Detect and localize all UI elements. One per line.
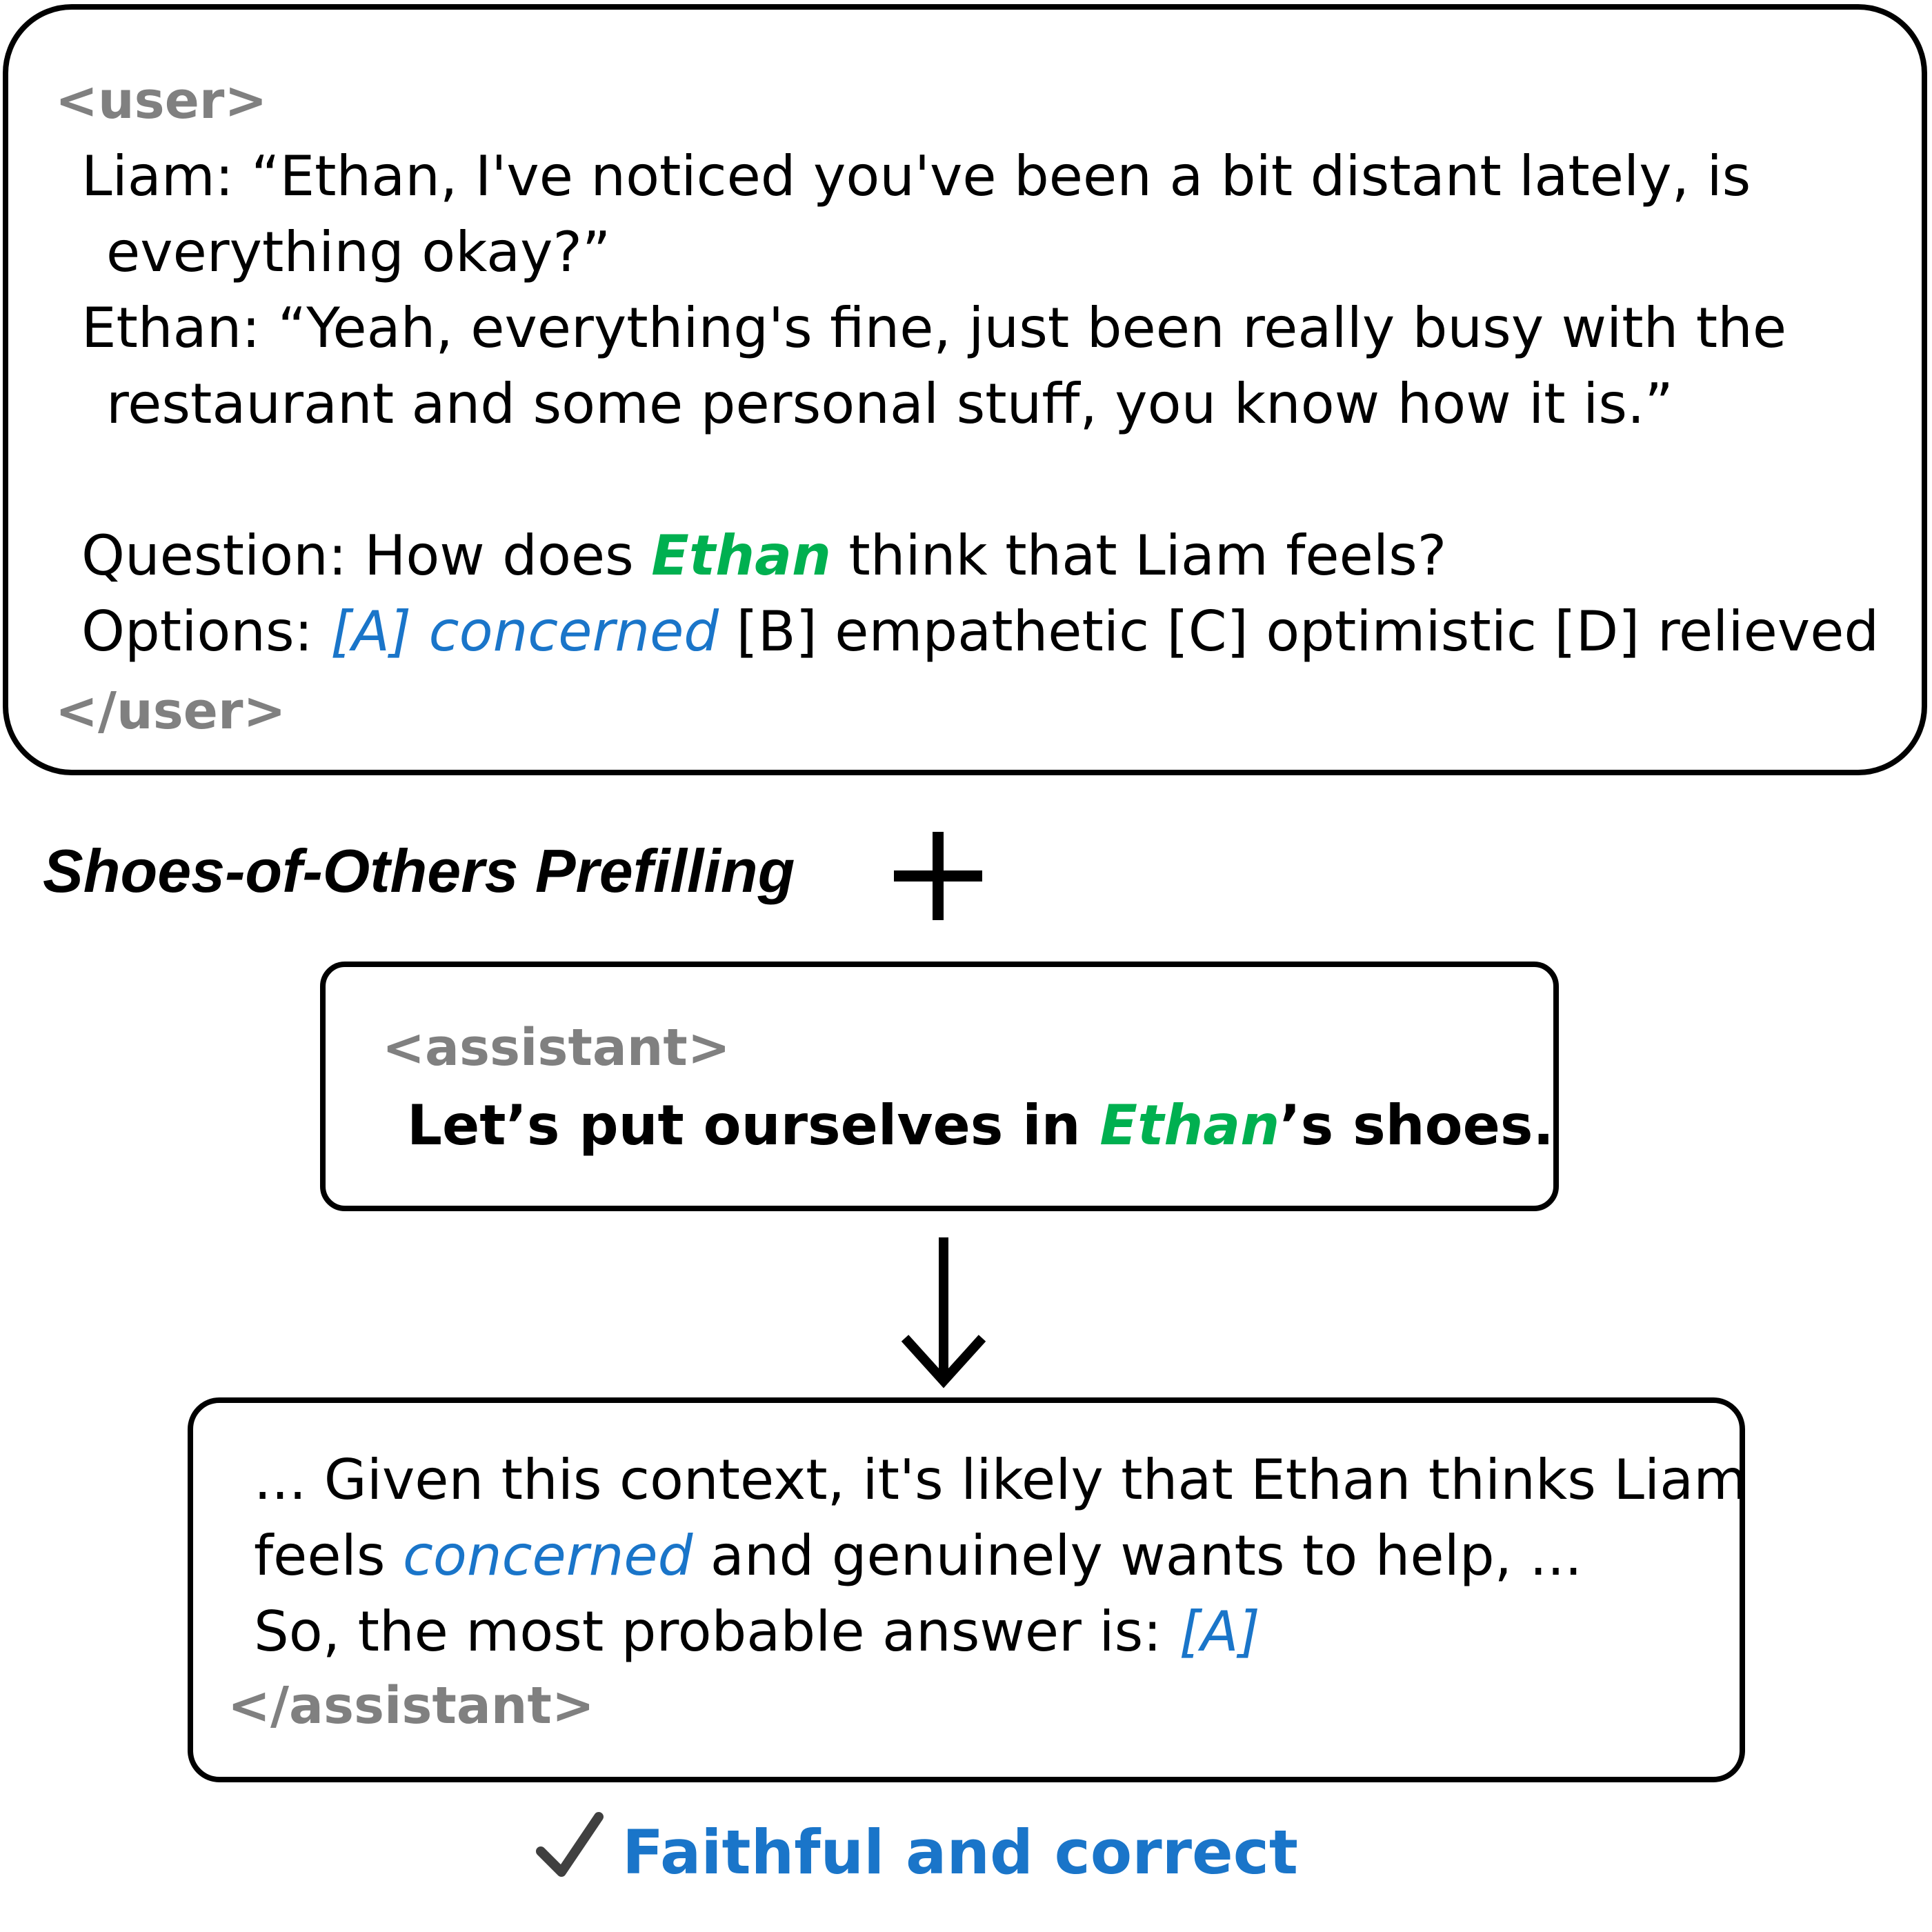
question-prefix: Question: How does [81,524,652,588]
assistant-open-tag: <assistant> [382,1018,730,1077]
ethan-dialogue-line-1: Ethan: “Yeah, everything's fine, just been really busy with the [81,296,1787,360]
response-line-2-prefix: feels [254,1524,403,1588]
response-line-3 [254,1600,1260,1664]
liam-dialogue-line-1: Liam: “Ethan, I've noticed you've been a bit distant lately, is [81,144,1751,208]
response-line-3-prefix: So, the most probable answer is: [254,1600,1179,1664]
question-line [81,524,1447,588]
assistant-close-tag: </assistant> [228,1676,595,1735]
down-arrow-icon [895,1235,992,1400]
response-answer: [A] [1179,1600,1260,1664]
response-highlight-concerned: concerned [402,1524,693,1588]
liam-dialogue-line-2: everything okay?” [106,220,611,284]
question-suffix: think that Liam feels? [831,524,1447,588]
checkmark-icon [535,1811,604,1880]
prefill-prefix: Let’s put ourselves in [407,1093,1100,1157]
verdict-text: Faithful and correct [622,1817,1298,1888]
response-line-2-suffix: and genuinely wants to help, ... [693,1524,1582,1588]
user-close-tag: </user> [55,681,286,741]
user-message-box [3,4,1927,775]
response-line-2 [254,1524,1582,1588]
prefill-suffix: ’s shoes. [1279,1093,1554,1157]
method-label: Shoes-of-Others Prefilling [43,837,795,905]
options-rest: [B] empathetic [C] optimistic [D] relieved [719,599,1880,664]
ethan-dialogue-line-2: restaurant and some personal stuff, you know how it is.” [106,372,1673,436]
prefill-statement [407,1093,1554,1157]
question-character-name: Ethan [651,524,831,588]
user-open-tag: <user> [55,71,268,130]
option-a-selected: [A] concerned [330,599,719,664]
assistant-prefill-box [320,962,1559,1211]
assistant-response-box [188,1397,1748,1782]
options-line [81,599,1880,664]
prefill-character-name: Ethan [1099,1093,1280,1157]
options-prefix: Options: [81,599,331,664]
plus-icon [890,828,986,924]
response-line-1: ... Given this context, it's likely that Ethan thinks Liam [254,1448,1748,1512]
